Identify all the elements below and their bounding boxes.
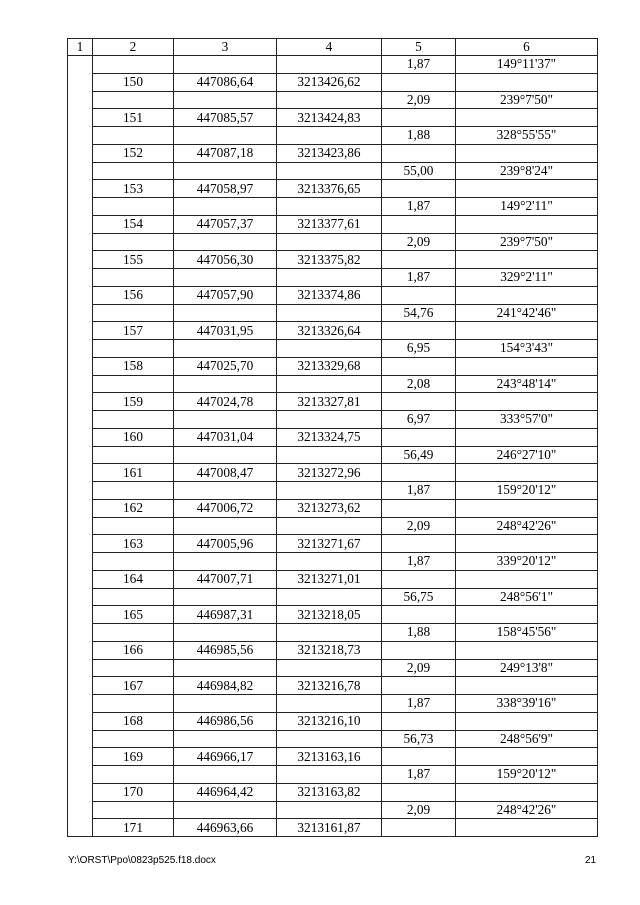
point-number-cell: 164	[93, 570, 174, 588]
distance-cell	[382, 73, 456, 91]
table-row	[68, 517, 598, 535]
y-coordinate-cell	[277, 588, 382, 606]
y-coordinate-cell	[277, 375, 382, 393]
table-row	[68, 127, 598, 145]
bearing-cell: 248°56'9"	[456, 730, 598, 748]
point-number-cell	[93, 127, 174, 145]
point-number-cell: 169	[93, 748, 174, 766]
distance-cell	[382, 783, 456, 801]
bearing-cell: 243°48'14"	[456, 375, 598, 393]
point-number-cell	[93, 695, 174, 713]
bearing-cell: 248°42'26"	[456, 517, 598, 535]
distance-cell	[382, 286, 456, 304]
x-coordinate-cell	[174, 730, 277, 748]
x-coordinate-cell	[174, 91, 277, 109]
table-row	[68, 624, 598, 642]
distance-cell	[382, 819, 456, 837]
distance-cell: 1,87	[382, 198, 456, 216]
distance-cell	[382, 428, 456, 446]
table-row	[68, 286, 598, 304]
x-coordinate-cell	[174, 375, 277, 393]
bearing-cell	[456, 215, 598, 233]
bearing-cell: 239°7'50"	[456, 233, 598, 251]
y-coordinate-cell	[277, 304, 382, 322]
table-row	[68, 56, 598, 74]
y-coordinate-cell	[277, 446, 382, 464]
table-row	[68, 180, 598, 198]
y-coordinate-cell: 3213327,81	[277, 393, 382, 411]
y-coordinate-cell	[277, 340, 382, 358]
x-coordinate-cell: 447008,47	[174, 464, 277, 482]
y-coordinate-cell: 3213376,65	[277, 180, 382, 198]
point-number-cell: 165	[93, 606, 174, 624]
x-coordinate-cell: 447086,64	[174, 73, 277, 91]
bearing-cell	[456, 606, 598, 624]
distance-cell: 2,09	[382, 801, 456, 819]
bearing-cell: 249°13'8"	[456, 659, 598, 677]
bearing-cell: 246°27'10"	[456, 446, 598, 464]
distance-cell: 56,75	[382, 588, 456, 606]
y-coordinate-cell	[277, 766, 382, 784]
bearing-cell: 159°20'12"	[456, 482, 598, 500]
y-coordinate-cell	[277, 482, 382, 500]
x-coordinate-cell	[174, 659, 277, 677]
y-coordinate-cell: 3213271,01	[277, 570, 382, 588]
x-coordinate-cell: 446963,66	[174, 819, 277, 837]
distance-cell	[382, 535, 456, 553]
point-number-cell	[93, 91, 174, 109]
y-coordinate-cell: 3213377,61	[277, 215, 382, 233]
x-coordinate-cell: 447007,71	[174, 570, 277, 588]
distance-cell: 6,95	[382, 340, 456, 358]
bearing-cell: 248°56'1"	[456, 588, 598, 606]
bearing-cell	[456, 819, 598, 837]
distance-cell: 54,76	[382, 304, 456, 322]
point-number-cell: 166	[93, 641, 174, 659]
table-row	[68, 215, 598, 233]
distance-cell	[382, 748, 456, 766]
bearing-cell	[456, 322, 598, 340]
point-number-cell: 151	[93, 109, 174, 127]
y-coordinate-cell: 3213272,96	[277, 464, 382, 482]
table-row	[68, 677, 598, 695]
point-number-cell	[93, 801, 174, 819]
bearing-cell	[456, 73, 598, 91]
bearing-cell	[456, 357, 598, 375]
table-row	[68, 499, 598, 517]
x-coordinate-cell: 446985,56	[174, 641, 277, 659]
footer-page-number: 21	[585, 855, 597, 866]
y-coordinate-cell	[277, 801, 382, 819]
x-coordinate-cell: 447057,37	[174, 215, 277, 233]
table-row	[68, 819, 598, 837]
distance-cell: 2,09	[382, 91, 456, 109]
point-number-cell	[93, 233, 174, 251]
table-row	[68, 695, 598, 713]
distance-cell: 2,09	[382, 233, 456, 251]
bearing-cell: 338°39'16"	[456, 695, 598, 713]
point-number-cell: 168	[93, 712, 174, 730]
x-coordinate-cell: 447056,30	[174, 251, 277, 269]
x-coordinate-cell: 446987,31	[174, 606, 277, 624]
y-coordinate-cell: 3213216,78	[277, 677, 382, 695]
x-coordinate-cell	[174, 198, 277, 216]
table-row	[68, 570, 598, 588]
bearing-cell: 239°7'50"	[456, 91, 598, 109]
distance-cell: 1,87	[382, 695, 456, 713]
table-row	[68, 464, 598, 482]
table-row	[68, 251, 598, 269]
x-coordinate-cell: 447085,57	[174, 109, 277, 127]
bearing-cell	[456, 748, 598, 766]
point-number-cell	[93, 730, 174, 748]
header-cell-4: 4	[277, 39, 382, 56]
distance-cell	[382, 109, 456, 127]
distance-cell	[382, 712, 456, 730]
y-coordinate-cell	[277, 56, 382, 74]
x-coordinate-cell: 447006,72	[174, 499, 277, 517]
table-row	[68, 766, 598, 784]
y-coordinate-cell: 3213424,83	[277, 109, 382, 127]
y-coordinate-cell: 3213375,82	[277, 251, 382, 269]
y-coordinate-cell: 3213271,67	[277, 535, 382, 553]
point-number-cell: 161	[93, 464, 174, 482]
point-number-cell	[93, 56, 174, 74]
x-coordinate-cell: 446984,82	[174, 677, 277, 695]
header-cell-1: 1	[68, 39, 93, 56]
point-number-cell	[93, 446, 174, 464]
bearing-cell: 339°20'12"	[456, 553, 598, 571]
point-number-cell: 160	[93, 428, 174, 446]
point-number-cell	[93, 482, 174, 500]
bearing-cell: 248°42'26"	[456, 801, 598, 819]
distance-cell: 2,09	[382, 517, 456, 535]
table-row	[68, 198, 598, 216]
distance-cell: 55,00	[382, 162, 456, 180]
y-coordinate-cell: 3213374,86	[277, 286, 382, 304]
table-row	[68, 233, 598, 251]
table-row	[68, 783, 598, 801]
bearing-cell: 159°20'12"	[456, 766, 598, 784]
footer-file-path: Y:\ORST\Ppo\0823p525.f18.docx	[68, 855, 216, 866]
y-coordinate-cell: 3213163,82	[277, 783, 382, 801]
point-number-cell: 158	[93, 357, 174, 375]
x-coordinate-cell	[174, 233, 277, 251]
distance-cell	[382, 322, 456, 340]
x-coordinate-cell	[174, 801, 277, 819]
distance-cell	[382, 144, 456, 162]
table-row	[68, 641, 598, 659]
x-coordinate-cell	[174, 446, 277, 464]
point-number-cell	[93, 162, 174, 180]
table-row	[68, 606, 598, 624]
distance-cell	[382, 393, 456, 411]
x-coordinate-cell	[174, 56, 277, 74]
bearing-cell: 149°11'37"	[456, 56, 598, 74]
table-row	[68, 428, 598, 446]
y-coordinate-cell: 3213326,64	[277, 322, 382, 340]
bearing-cell	[456, 109, 598, 127]
x-coordinate-cell	[174, 162, 277, 180]
distance-cell: 1,87	[382, 553, 456, 571]
distance-cell: 1,87	[382, 269, 456, 287]
table-row	[68, 446, 598, 464]
y-coordinate-cell: 3213423,86	[277, 144, 382, 162]
bearing-cell	[456, 144, 598, 162]
table-row	[68, 393, 598, 411]
x-coordinate-cell: 447024,78	[174, 393, 277, 411]
table-row	[68, 553, 598, 571]
x-coordinate-cell	[174, 695, 277, 713]
point-number-cell	[93, 588, 174, 606]
point-number-cell: 155	[93, 251, 174, 269]
table-row	[68, 748, 598, 766]
x-coordinate-cell	[174, 517, 277, 535]
x-coordinate-cell: 446964,42	[174, 783, 277, 801]
bearing-cell: 239°8'24"	[456, 162, 598, 180]
point-number-cell	[93, 198, 174, 216]
bearing-cell	[456, 570, 598, 588]
point-number-cell	[93, 624, 174, 642]
table-row	[68, 91, 598, 109]
y-coordinate-cell: 3213218,05	[277, 606, 382, 624]
point-number-cell: 150	[93, 73, 174, 91]
y-coordinate-cell	[277, 553, 382, 571]
y-coordinate-cell: 3213426,62	[277, 73, 382, 91]
point-number-cell	[93, 340, 174, 358]
x-coordinate-cell	[174, 304, 277, 322]
bearing-cell: 328°55'55"	[456, 127, 598, 145]
point-number-cell: 154	[93, 215, 174, 233]
x-coordinate-cell	[174, 766, 277, 784]
x-coordinate-cell: 447025,70	[174, 357, 277, 375]
table-row	[68, 411, 598, 429]
y-coordinate-cell	[277, 659, 382, 677]
point-number-cell	[93, 304, 174, 322]
y-coordinate-cell	[277, 91, 382, 109]
distance-cell: 1,88	[382, 127, 456, 145]
table-row	[68, 588, 598, 606]
y-coordinate-cell: 3213324,75	[277, 428, 382, 446]
y-coordinate-cell: 3213329,68	[277, 357, 382, 375]
column-1-cell	[68, 56, 93, 837]
distance-cell: 1,87	[382, 482, 456, 500]
table-row	[68, 375, 598, 393]
y-coordinate-cell: 3213161,87	[277, 819, 382, 837]
point-number-cell: 171	[93, 819, 174, 837]
bearing-cell	[456, 393, 598, 411]
x-coordinate-cell: 447058,97	[174, 180, 277, 198]
x-coordinate-cell: 447031,95	[174, 322, 277, 340]
bearing-cell: 329°2'11"	[456, 269, 598, 287]
y-coordinate-cell	[277, 127, 382, 145]
x-coordinate-cell: 447057,90	[174, 286, 277, 304]
distance-cell	[382, 641, 456, 659]
distance-cell	[382, 570, 456, 588]
header-cell-6: 6	[456, 39, 598, 56]
x-coordinate-cell	[174, 553, 277, 571]
table-row	[68, 659, 598, 677]
point-number-cell: 159	[93, 393, 174, 411]
y-coordinate-cell	[277, 162, 382, 180]
point-number-cell: 167	[93, 677, 174, 695]
bearing-cell	[456, 641, 598, 659]
bearing-cell	[456, 464, 598, 482]
distance-cell: 56,73	[382, 730, 456, 748]
distance-cell	[382, 464, 456, 482]
x-coordinate-cell: 447005,96	[174, 535, 277, 553]
bearing-cell	[456, 251, 598, 269]
table-row	[68, 144, 598, 162]
distance-cell: 1,87	[382, 766, 456, 784]
x-coordinate-cell: 446986,56	[174, 712, 277, 730]
table-row	[68, 340, 598, 358]
x-coordinate-cell	[174, 411, 277, 429]
point-number-cell: 157	[93, 322, 174, 340]
table-row	[68, 73, 598, 91]
table-row	[68, 535, 598, 553]
y-coordinate-cell: 3213163,16	[277, 748, 382, 766]
bearing-cell: 149°2'11"	[456, 198, 598, 216]
distance-cell	[382, 606, 456, 624]
coordinates-table	[67, 38, 598, 837]
y-coordinate-cell	[277, 624, 382, 642]
distance-cell: 1,87	[382, 56, 456, 74]
y-coordinate-cell: 3213216,10	[277, 712, 382, 730]
y-coordinate-cell	[277, 269, 382, 287]
distance-cell: 2,08	[382, 375, 456, 393]
x-coordinate-cell	[174, 588, 277, 606]
table-row	[68, 482, 598, 500]
table-row	[68, 730, 598, 748]
bearing-cell	[456, 677, 598, 695]
bearing-cell	[456, 428, 598, 446]
distance-cell: 2,09	[382, 659, 456, 677]
point-number-cell: 163	[93, 535, 174, 553]
bearing-cell	[456, 499, 598, 517]
point-number-cell: 170	[93, 783, 174, 801]
y-coordinate-cell	[277, 233, 382, 251]
point-number-cell: 156	[93, 286, 174, 304]
table-row	[68, 357, 598, 375]
point-number-cell	[93, 659, 174, 677]
table-row	[68, 269, 598, 287]
distance-cell	[382, 215, 456, 233]
point-number-cell	[93, 553, 174, 571]
bearing-cell	[456, 180, 598, 198]
distance-cell	[382, 251, 456, 269]
bearing-cell	[456, 783, 598, 801]
bearing-cell	[456, 712, 598, 730]
bearing-cell: 241°42'46"	[456, 304, 598, 322]
distance-cell: 1,88	[382, 624, 456, 642]
point-number-cell	[93, 411, 174, 429]
table-row	[68, 801, 598, 819]
y-coordinate-cell	[277, 730, 382, 748]
x-coordinate-cell: 447087,18	[174, 144, 277, 162]
y-coordinate-cell: 3213273,62	[277, 499, 382, 517]
y-coordinate-cell	[277, 198, 382, 216]
point-number-cell	[93, 517, 174, 535]
bearing-cell: 154°3'43"	[456, 340, 598, 358]
x-coordinate-cell	[174, 127, 277, 145]
table-row	[68, 712, 598, 730]
x-coordinate-cell	[174, 269, 277, 287]
y-coordinate-cell	[277, 411, 382, 429]
table-row	[68, 322, 598, 340]
header-row	[68, 39, 598, 56]
header-cell-3: 3	[174, 39, 277, 56]
point-number-cell: 152	[93, 144, 174, 162]
point-number-cell	[93, 375, 174, 393]
point-number-cell: 162	[93, 499, 174, 517]
point-number-cell	[93, 269, 174, 287]
y-coordinate-cell	[277, 695, 382, 713]
x-coordinate-cell	[174, 624, 277, 642]
point-number-cell	[93, 766, 174, 784]
table-body	[68, 39, 598, 837]
table-row	[68, 109, 598, 127]
bearing-cell	[456, 286, 598, 304]
x-coordinate-cell	[174, 482, 277, 500]
table-row	[68, 162, 598, 180]
header-cell-5: 5	[382, 39, 456, 56]
distance-cell	[382, 677, 456, 695]
x-coordinate-cell: 447031,04	[174, 428, 277, 446]
distance-cell: 56,49	[382, 446, 456, 464]
x-coordinate-cell	[174, 340, 277, 358]
bearing-cell: 158°45'56"	[456, 624, 598, 642]
table-row	[68, 304, 598, 322]
y-coordinate-cell	[277, 517, 382, 535]
distance-cell	[382, 180, 456, 198]
point-number-cell: 153	[93, 180, 174, 198]
bearing-cell: 333°57'0"	[456, 411, 598, 429]
bearing-cell	[456, 535, 598, 553]
distance-cell	[382, 357, 456, 375]
distance-cell: 6,97	[382, 411, 456, 429]
x-coordinate-cell: 446966,17	[174, 748, 277, 766]
y-coordinate-cell: 3213218,73	[277, 641, 382, 659]
distance-cell	[382, 499, 456, 517]
header-cell-2: 2	[93, 39, 174, 56]
